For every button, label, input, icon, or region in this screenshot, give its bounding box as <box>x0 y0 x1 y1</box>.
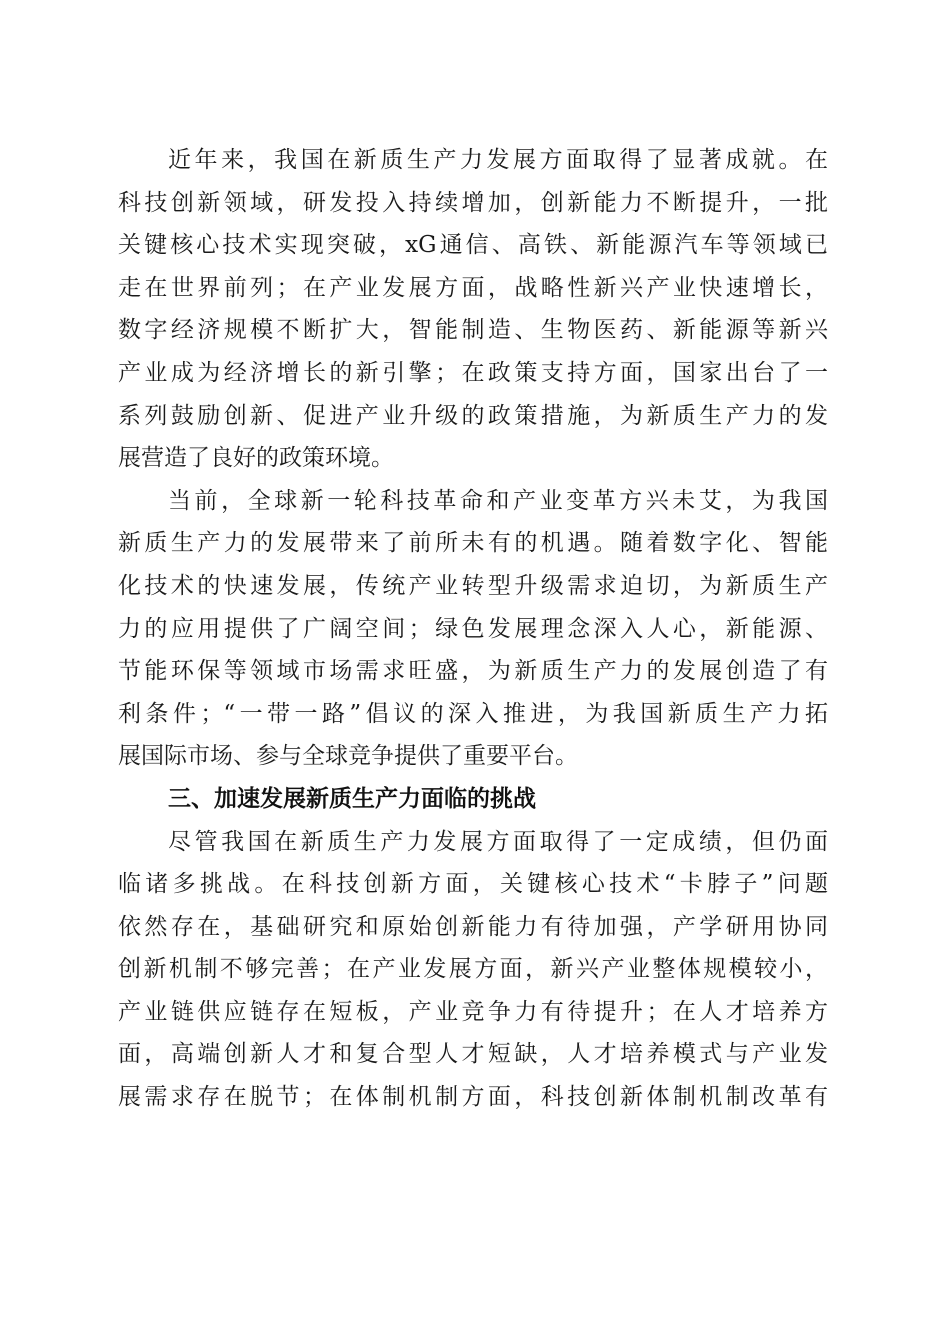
paragraph-line: 数字经济规模不断扩大，智能制造、生物医药、新能源等新兴 <box>118 317 828 344</box>
paragraph-line: 关键核心技术实现突破，xG通信、高铁、新能源汽车等领域已 <box>118 232 828 259</box>
paragraph-line: 尽管我国在新质生产力发展方面取得了一定成绩，但仍面 <box>168 828 828 855</box>
paragraph-line: 创新机制不够完善；在产业发展方面，新兴产业整体规模较小， <box>118 956 828 983</box>
section-heading: 三、加速发展新质生产力面临的挑战 <box>168 785 536 812</box>
paragraph-line: 利条件；“一带一路”倡议的深入推进，为我国新质生产力拓 <box>118 700 828 727</box>
paragraph-line: 系列鼓励创新、促进产业升级的政策措施，为新质生产力的发 <box>118 402 828 429</box>
paragraph-opportunities <box>118 480 828 778</box>
paragraph-line: 节能环保等领域市场需求旺盛，为新质生产力的发展创造了有 <box>118 658 828 685</box>
paragraph-line: 新质生产力的发展带来了前所未有的机遇。随着数字化、智能 <box>118 530 828 557</box>
paragraph-line: 化技术的快速发展，传统产业转型升级需求迫切，为新质生产 <box>118 572 828 599</box>
paragraph-line: 科技创新领域，研发投入持续增加，创新能力不断提升，一批 <box>118 189 828 216</box>
paragraph-line: 产业链供应链存在短板，产业竞争力有待提升；在人才培养方 <box>118 998 828 1025</box>
paragraph-line: 展需求存在脱节；在体制机制方面，科技创新体制机制改革有 <box>118 1084 828 1111</box>
paragraph-line: 展国际市场、参与全球竞争提供了重要平台。 <box>118 743 578 770</box>
paragraph-line: 产业成为经济增长的新引擎；在政策支持方面，国家出台了一 <box>118 359 828 386</box>
paragraph-achievements <box>118 139 828 480</box>
paragraph-line: 近年来，我国在新质生产力发展方面取得了显著成就。在 <box>168 147 828 173</box>
paragraph-challenges <box>118 821 828 1119</box>
paragraph-line: 面，高端创新人才和复合型人才短缺，人才培养模式与产业发 <box>118 1041 828 1068</box>
document-body <box>118 139 828 1119</box>
paragraph-line: 展营造了良好的政策环境。 <box>118 445 394 472</box>
paragraph-line: 当前，全球新一轮科技革命和产业变革方兴未艾，为我国 <box>168 487 828 514</box>
paragraph-line: 力的应用提供了广阔空间；绿色发展理念深入人心，新能源、 <box>118 615 828 642</box>
paragraph-line: 依然存在，基础研究和原始创新能力有待加强，产学研用协同 <box>118 913 828 940</box>
paragraph-line: 临诸多挑战。在科技创新方面，关键核心技术“卡脖子”问题 <box>118 871 828 898</box>
paragraph-line: 走在世界前列；在产业发展方面，战略性新兴产业快速增长， <box>118 274 828 301</box>
